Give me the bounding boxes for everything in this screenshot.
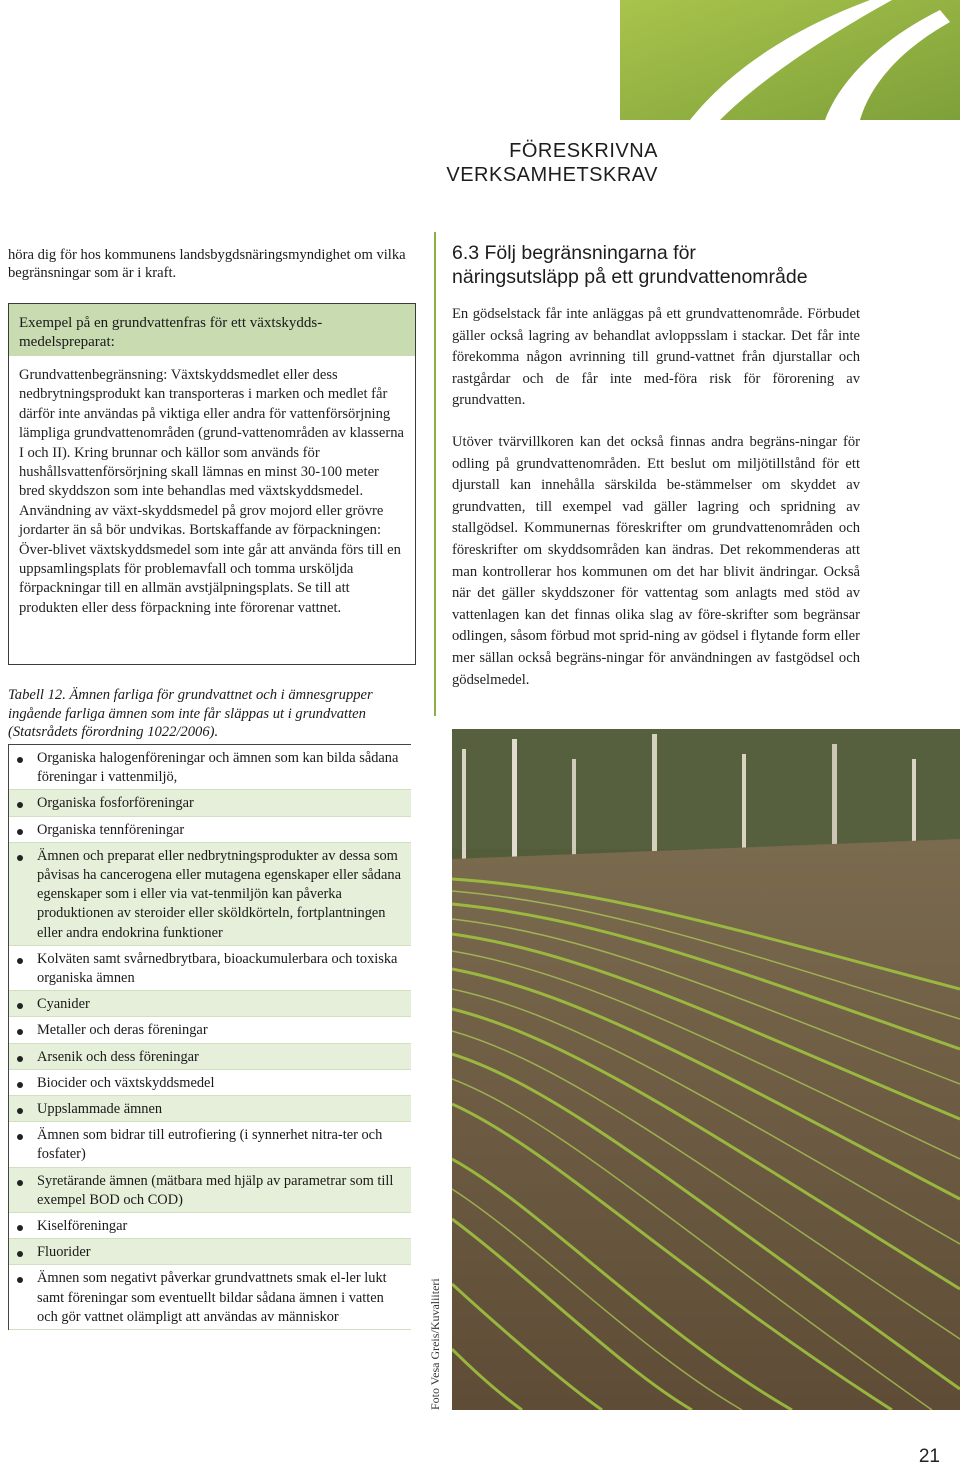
table-row [9, 1096, 411, 1122]
table-row-text: Ämnen och preparat eller nedbrytningsprodukter av dessa som påvisas ha cancerogena eller mutagena egenskaper eller sådana egenskaper som i eller via vat-tenmiljön kan påverka produktionen av steroider eller sköldkörteln, fortplantningen eller andra endokrina funktioner [37, 847, 401, 941]
accent-rule [434, 232, 436, 716]
example-box-body: Grundvattenbegränsning: Växtskyddsmedlet eller dess nedbrytningsprodukt kan transporteras i marken och medlet får därför inte användas på viktiga eller andra för vattenförsörjning lämpliga grundvattenområden (grund-vattenområden av klasserna I och II). Kring brunnar och källor som används för hushållsvattenförsörjning skall lämnas en minst 30-100 meter bred skyddszon som inte behandlas med växtskyddsmedel. Användning av växt-skyddsmedel på grov mojord eller grövre jordarter än så bör undvikas. Bortskaffande av förpackningen: Över-blivet växtskyddsmedel som inte går att använda förs till en uppsamlingsplats för problemavfall och tomma ursköljda förpackningar till en allmän avstjälpningsplats. Se till att produkten eller dess förpackning inte förorenar vattnet. [19, 367, 404, 616]
page-number: 21 [918, 1446, 940, 1467]
bullet-icon [17, 1134, 23, 1140]
bullet-icon [17, 1029, 23, 1035]
table-row [9, 1044, 411, 1070]
bullet-icon [17, 1082, 23, 1088]
section-heading-line1: 6.3 Följ begränsningarna för [452, 242, 696, 264]
table-row [9, 1265, 411, 1330]
table-row [9, 790, 411, 816]
paragraph-1: En gödselstack får inte anläggas på ett grundvattenområde. Förbudet gäller också lagring av behandlat avloppsslam i stackar. Det får inte förekomma någon avrinning till grund-vattnet från djurstallar och rastgårdar och de får inte med-föra risk för förorening av grundvatten. [452, 306, 860, 409]
table-row [9, 817, 411, 843]
table-row-text: Organiska tennföreningar [37, 821, 185, 838]
table-row-text: Arsenik och dess föreningar [37, 1048, 199, 1065]
section-heading-line2: näringsutsläpp på ett grundvattenområde [452, 266, 808, 288]
table-row-text: Organiska fosforföreningar [37, 795, 194, 812]
table-row-text: Fluorider [37, 1244, 91, 1261]
table-row-text: Ämnen som bidrar till eutrofiering (i synnerhet nitra-ter och fosfater) [37, 1127, 383, 1163]
example-box-title: Exempel på en grundvattenfras för ett växtskydds-medelspreparat: [9, 304, 415, 356]
section-title-line1: FÖRESKRIVNA [509, 140, 658, 162]
table-row [9, 745, 411, 790]
table-row-text: Ämnen som negativt påverkar grundvattnets smak el-ler lukt samt föreningar som eventuellt bildar sådana ämnen i vatten och gör vattnet olämpligt att användas av människor [37, 1270, 387, 1325]
leaf-logo [620, 0, 960, 120]
table-caption: Tabell 12. Ämnen farliga för grundvattnet och i ämnesgrupper ingående farliga ämnen som inte får släppas ut i grundvatten (Statsrådets förordning 1022/2006). [8, 687, 373, 741]
section-heading [452, 241, 952, 289]
bullet-icon [17, 757, 23, 763]
paragraph-2: Utöver tvärvillkoren kan det också finnas andra begräns-ningar för odling på grundvattenområden. Ett beslut om miljötillstånd för ett djurstall kan innehålla särskilda be-stämmelser om skyddet av grundvatten, till exempel vad gäller lagring och spridning av stallgödsel. Kommunernas föreskrifter om grundvattenområden och föreskrifter om skyddsområden kan ändras. Det rekommenderas att man kontrollerar hos kommunen om det har blivit ändringar. Också när det gäller skyddszoner för vattentag som anlagts med stöd av vattenlagen kan det finnas olika slag av före-skrifter som begränsar odlingen, såsom förbud mot sprid-ning av gödsel i flytande form eller mer sällan också begräns-ningar för användningen av fastgödsel och gödselmedel. [452, 434, 860, 688]
table-row-text: Metaller och deras föreningar [37, 1022, 208, 1039]
section-title [446, 139, 658, 187]
bullet-icon [17, 1003, 23, 1009]
table-row [9, 1213, 411, 1239]
bullet-icon [17, 1056, 23, 1062]
table-row [9, 1122, 411, 1167]
intro-text: höra dig för hos kommunens landsbygdsnäringsmyndighet om vilka begränsningar som är i kraft. [8, 247, 406, 281]
example-box [8, 303, 416, 665]
field-photo [452, 729, 960, 1410]
table-row-text: Cyanider [37, 996, 90, 1013]
table-row-text: Biocider och växtskyddsmedel [37, 1074, 215, 1091]
section-title-line2: VERKSAMHETSKRAV [446, 164, 658, 186]
bullet-icon [17, 1180, 23, 1186]
table-row [9, 1168, 411, 1213]
bullet-icon [17, 802, 23, 808]
substance-table [8, 744, 411, 1330]
table-row [9, 946, 411, 991]
table-row [9, 1239, 411, 1265]
table-row-text: Organiska halogenföreningar och ämnen som kan bilda sådana föreningar i vattenmiljö, [37, 750, 399, 786]
table-row-text: Kolväten samt svårnedbrytbara, bioackumulerbara och toxiska organiska ämnen [37, 950, 398, 987]
bullet-icon [17, 1251, 23, 1257]
bullet-icon [17, 855, 23, 861]
table-row-text: Syretärande ämnen (mätbara med hjälp av parametrar som till exempel BOD och COD) [37, 1172, 394, 1208]
bullet-icon [17, 1277, 23, 1283]
table-row [9, 1070, 411, 1096]
bullet-icon [17, 1225, 23, 1231]
table-row [9, 991, 411, 1017]
table-row-text: Uppslammade ämnen [37, 1101, 163, 1118]
bullet-icon [17, 958, 23, 964]
table-row [9, 1017, 411, 1043]
bullet-icon [17, 829, 23, 835]
bullet-icon [17, 1108, 23, 1114]
table-row [9, 843, 411, 946]
photo-credit: Foto Vesa Greis/Kuvaliiteri [428, 1278, 442, 1410]
table-row-text: Kiselföreningar [37, 1218, 128, 1235]
